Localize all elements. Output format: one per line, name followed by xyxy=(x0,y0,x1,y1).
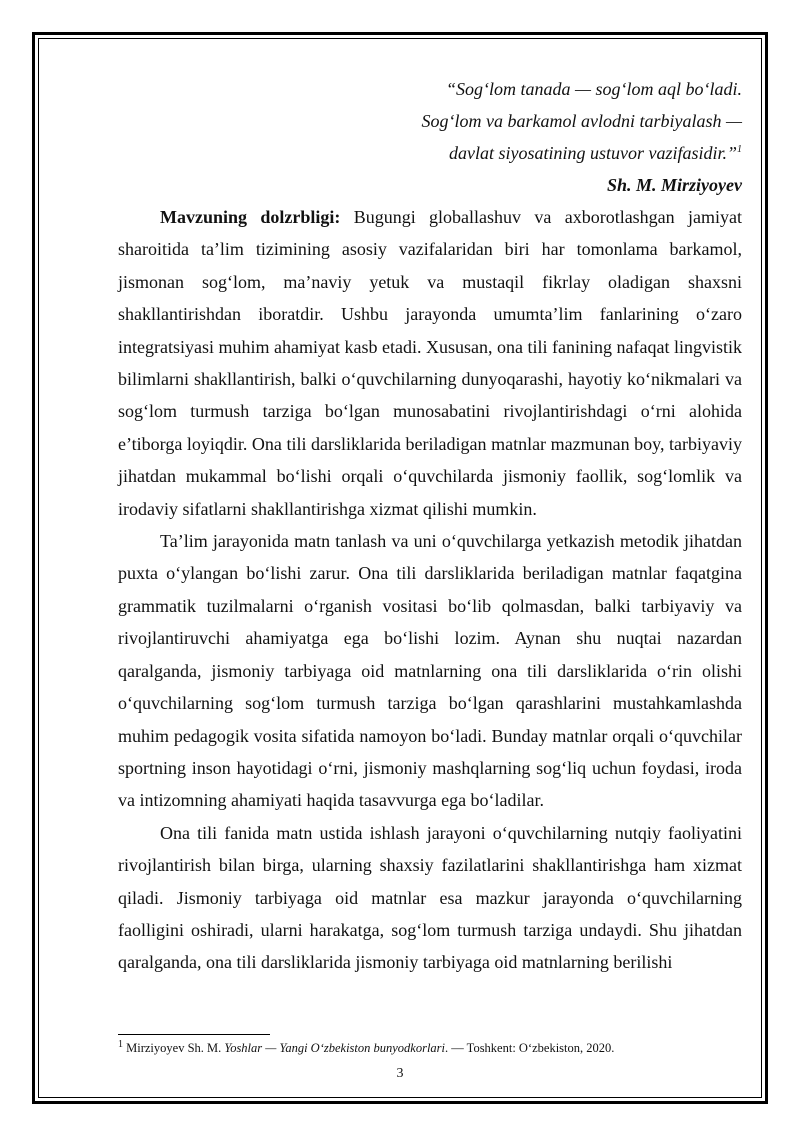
page-number: 3 xyxy=(396,1066,404,1081)
paragraph-text-work: Ona tili fanida matn ustida ishlash jarayoni o‘quvchilarning nutqiy faoliyatini rivojlantirish bilan birga, ularning shaxsiy fazilatlarini shakllantirishga ham xizmat qiladi. Jismoniy tarbiyaga oid matnlar esa mazkur jarayonda o‘quvchilarning faolligini oshiradi, ularni harakatga, sog‘lom turmush tarziga undaydi. Shu jihatdan qaralganda, ona tili darsliklarida jismoniy tarbiyaga oid matnlarning berilishi xyxy=(118,822,742,973)
paragraph-lead-heading: Mavzuning dolzrbligi: xyxy=(160,207,341,227)
paragraph-relevance xyxy=(118,201,742,525)
epigraph-line-2: Sog‘lom va barkamol avlodni tarbiyalash — xyxy=(421,111,742,131)
footnote-author: Mirziyoyev Sh. M. xyxy=(123,1041,225,1055)
footnote xyxy=(118,1040,742,1056)
epigraph-footnote-mark[interactable]: 1 xyxy=(737,144,742,155)
epigraph xyxy=(118,73,742,169)
footnote-mark: 1 xyxy=(118,1038,123,1050)
footnote-separator xyxy=(118,1034,270,1035)
epigraph-line-1: “Sog‘lom tanada — sog‘lom aql bo‘ladi. xyxy=(445,79,742,99)
paragraph-text-selection: Ta’lim jarayonida matn tanlash va uni o‘quvchilarga yetkazish metodik jihatdan puxta o‘ylangan bo‘lishi zarur. Ona tili darsliklarida beriladigan matnlar faqatgina grammatik tuzilmalarni o‘rganish vositasi bo‘lib qolmasdan, balki tarbiyaviy va rivojlantiruvchi ahamiyatga ega bo‘lishi lozim. Aynan shu nuqtai nazardan qaralganda, jismoniy tarbiyaga oid matnlarning ona tili darsliklarida o‘rin olishi o‘quvchilarning sog‘lom turmush tarziga bo‘lgan qarashlarini mustahkamlashda muhim pedagogik vosita sifatida namoyon bo‘ladi. Bunday matnlar orqali o‘quvchilar sportning inson hayotidagi o‘rni, jismoniy mashqlarning sog‘liq uchun foydasi, iroda va intizomning ahamiyati haqida tasavvurga ega bo‘ladilar. xyxy=(118,531,742,811)
page-body xyxy=(118,73,742,979)
footnote-title: Yoshlar — Yangi O‘zbekiston bunyodkorlari xyxy=(224,1041,446,1055)
epigraph-author: Sh. M. Mirziyoyev xyxy=(607,175,742,195)
footnote-publisher: . — Toshkent: O‘zbekiston, 2020. xyxy=(445,1041,615,1055)
epigraph-line-3 xyxy=(118,137,742,169)
paragraph-relevance-text: Bugungi globallashuv va axborotlashgan jamiyat sharoitida ta’lim tizimining asosiy vazifalaridan biri har tomonlama barkamol, jismonan sog‘lom, ma’naviy yetuk va mustaqil fikrlay oladigan shaxsni shakllantirishdan iboratdir. Ushbu jarayonda umumta’lim fanlarining o‘zaro integratsiyasi muhim ahamiyat kasb etadi. Xususan, ona tili fanining nafaqat lingvistik bilimlarni shakllantirish, balki o‘quvchilarning dunyoqarashi, hayotiy ko‘nikmalari va sog‘lom turmush tarziga bo‘lgan munosabatini rivojlantirishdagi o‘rni alohida e’tiborga loyiqdir. Ona tili darsliklarida beriladigan matnlar mazmunan boy, tarbiyaviy jihatdan mukammal bo‘lishi orqali o‘quvchilarda jismoniy faollik, sog‘lomlik va irodaviy sifatlarni shakllantirishga xizmat qilishi mumkin. xyxy=(118,207,742,519)
epigraph-line-3-text: davlat siyosatining ustuvor vazifasidir.” xyxy=(448,143,737,163)
